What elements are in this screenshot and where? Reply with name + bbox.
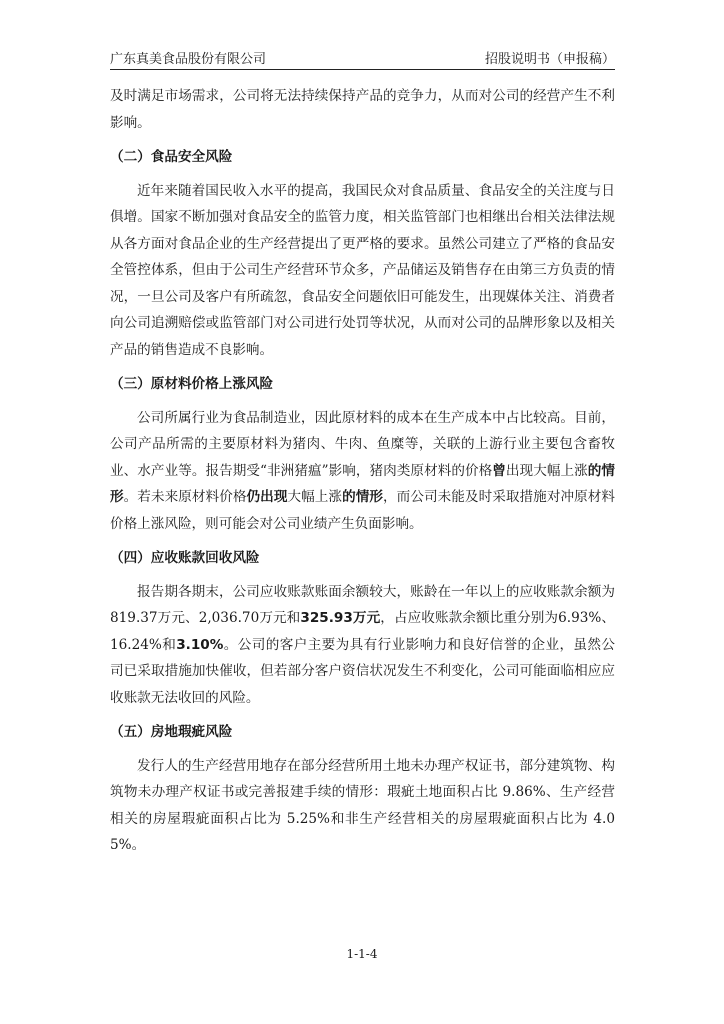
receivables-paragraph [110, 579, 615, 712]
raw-material-text-b: 出现大幅上涨 [505, 462, 588, 479]
receivables-bold-b: 3.10% [176, 636, 224, 653]
page-body [110, 83, 615, 859]
section-heading-receivables: （四）应收账款回收风险 [110, 550, 260, 566]
page-header [110, 50, 615, 70]
raw-material-bold-d: 的情形 [342, 489, 384, 505]
receivables-bold-a: 325.93万元 [300, 610, 381, 626]
receivables-text-a: 报告期各期末，公司应收账款账面余额较大，账龄在一年以上的应收账款余额为819.37万元、2,036.70万元和 [110, 583, 615, 626]
raw-material-paragraph [110, 405, 615, 538]
receivables-text-c: 。公司的客户主要为具有行业影响力和良好信誉的企业，虽然公司已采取措施加快催收，但若部分客户资信状况发生不利变化，公司可能面临相应应收账款无法收回的风险。 [110, 636, 615, 706]
raw-material-bold-a: 曾 [492, 462, 506, 479]
page-number: 1-1-4 [346, 947, 378, 961]
section-heading-raw-material: （三）原材料价格上涨风险 [110, 376, 274, 392]
raw-material-text-c: 。若未来原材料价格 [123, 489, 247, 505]
raw-material-bold-c: 仍出现 [246, 489, 288, 505]
raw-material-text-d: 大幅上涨 [287, 489, 343, 505]
intro-paragraph: 及时满足市场需求，公司将无法持续保持产品的竞争力，从而对公司的经营产生不利影响。 [110, 88, 615, 131]
header-divider [110, 69, 615, 70]
food-safety-paragraph: 近年来随着国民收入水平的提高，我国民众对食品质量、食品安全的关注度与日俱增。国家不断加强对食品安全的监管力度，相关监管部门也相继出台相关法律法规从各方面对食品企业的生产经营提出了更严格的要求。虽然公司建立了严格的食品安全管控体系，但由于公司生产经营环节众多，产品储运及销售存在由第三方负责的情况，一旦公司及客户有所疏忽，食品安全问题依旧可能发生，出现媒体关注、消费者向公司追溯赔偿或监管部门对公司进行处罚等状况，从而对公司的品牌形象以及相关产品的销售造成不良影响。 [110, 182, 615, 358]
header-company-name: 广东真美食品股份有限公司 [110, 52, 267, 67]
section-heading-property-defects: （五）房地瑕疵风险 [110, 724, 233, 740]
raw-material-bold-b: 的情形 [110, 462, 615, 505]
section-heading-food-safety: （二）食品安全风险 [110, 149, 233, 165]
raw-material-text-a: 公司所属行业为食品制造业，因此原材料的成本在生产成本中占比较高。目前，公司产品所需的主要原材料为猪肉、牛肉、鱼糜等，关联的上游行业主要包含畜牧业、水产业等。报告期受“非洲猪瘟”影响，猪肉类原材料的价格 [110, 409, 615, 479]
raw-material-text-e: ，而公司未能及时采取措施对冲原材料价格上涨风险，则可能会对公司业绩产生负面影响。 [110, 489, 616, 532]
receivables-text-b: ，占应收账款余额比重分别为6.93%、16.24%和 [110, 610, 615, 653]
property-defects-paragraph: 发行人的生产经营用地存在部分经营所用土地未办理产权证书，部分建筑物、构筑物未办理产权证书或完善报建手续的情形：瑕疵土地面积占比 9.86%、生产经营相关的房屋瑕疵面积占比为 5.25%和非生产经营相关的房屋瑕疵面积占比为 4.05%。 [110, 757, 615, 853]
header-document-title: 招股说明书（申报稿） [484, 52, 615, 67]
